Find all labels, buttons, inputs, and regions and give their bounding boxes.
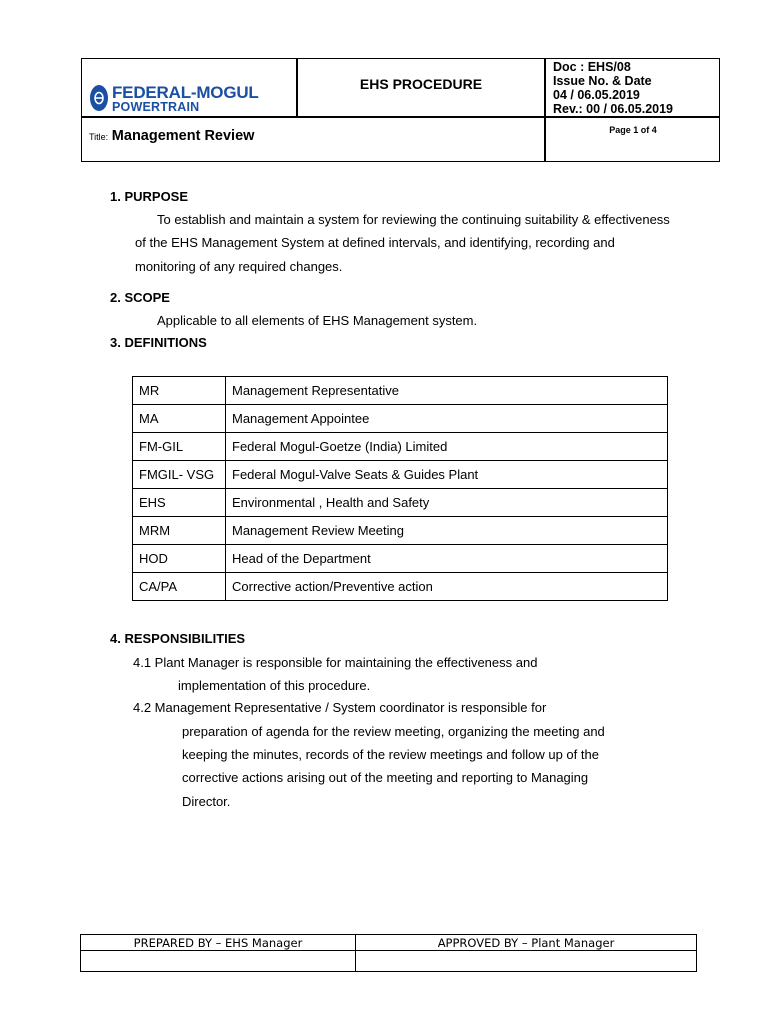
responsibility-line: 4.1 Plant Manager is responsible for maintaining the effectiveness and	[133, 655, 538, 670]
responsibility-line: corrective actions arising out of the meeting and reporting to Managing	[182, 770, 589, 785]
document-info	[553, 60, 673, 116]
responsibility-line: implementation of this procedure.	[178, 678, 371, 693]
purpose-line: To establish and maintain a system for reviewing the continuing suitability & effectiveness	[157, 212, 670, 227]
definition-abbr: MA	[133, 405, 226, 433]
responsibility-line: keeping the minutes, records of the review meetings and follow up of the	[182, 747, 599, 762]
prepared-by: PREPARED BY – EHS Manager	[81, 935, 356, 951]
doc-number: Doc : EHS/08	[553, 60, 631, 74]
logo-emblem-icon	[90, 85, 108, 111]
issue-label: Issue No. & Date	[553, 74, 652, 88]
definitions-heading: 3. DEFINITIONS	[110, 335, 207, 350]
table-row	[133, 405, 668, 433]
prepared-signature-cell	[81, 951, 356, 972]
definition-abbr: MRM	[133, 517, 226, 545]
page-number: Page 1 of 4	[609, 125, 657, 135]
logo-subtitle: POWERTRAIN	[112, 100, 200, 114]
responsibility-line: Director.	[182, 794, 231, 809]
revision: Rev.: 00 / 06.05.2019	[553, 102, 673, 116]
definition-full: Management Review Meeting	[226, 517, 668, 545]
definition-full: Head of the Department	[226, 545, 668, 573]
logo-name: FEDERAL-MOGUL	[112, 83, 259, 102]
definition-full: Federal Mogul-Valve Seats & Guides Plant	[226, 461, 668, 489]
purpose-heading: 1. PURPOSE	[110, 189, 189, 204]
approved-by: APPROVED BY – Plant Manager	[356, 935, 697, 951]
table-row	[133, 377, 668, 405]
table-row	[133, 573, 668, 601]
title-label: Title:	[89, 132, 109, 142]
table-row	[81, 935, 697, 951]
definition-full: Management Appointee	[226, 405, 668, 433]
issue-value: 04 / 06.05.2019	[553, 88, 640, 102]
purpose-line: of the EHS Management System at defined intervals, and identifying, recording and	[135, 235, 615, 250]
table-row	[81, 951, 697, 972]
definition-full: Corrective action/Preventive action	[226, 573, 668, 601]
table-row	[133, 545, 668, 573]
procedure-title: EHS PROCEDURE	[359, 76, 483, 92]
approved-signature-cell	[356, 951, 697, 972]
definition-full: Federal Mogul-Goetze (India) Limited	[226, 433, 668, 461]
definition-abbr: FM-GIL	[133, 433, 226, 461]
scope-heading: 2. SCOPE	[110, 290, 170, 305]
table-row	[133, 489, 668, 517]
header-divider	[82, 116, 719, 118]
definition-full: Environmental , Health and Safety	[226, 489, 668, 517]
definitions-table	[132, 376, 668, 601]
table-row	[133, 517, 668, 545]
definition-abbr: CA/PA	[133, 573, 226, 601]
approval-table	[80, 934, 697, 972]
scope-text: Applicable to all elements of EHS Management system.	[157, 313, 478, 328]
definition-abbr: HOD	[133, 545, 226, 573]
header-divider	[544, 59, 546, 161]
title-cell	[89, 128, 254, 144]
table-row	[133, 433, 668, 461]
document-title: Management Review	[111, 128, 255, 144]
definition-full: Management Representative	[226, 377, 668, 405]
document-header	[81, 58, 720, 162]
responsibility-line: preparation of agenda for the review meeting, organizing the meeting and	[182, 724, 605, 739]
responsibilities-heading: 4. RESPONSIBILITIES	[110, 631, 246, 646]
definition-abbr: EHS	[133, 489, 226, 517]
definition-abbr: MR	[133, 377, 226, 405]
purpose-line: monitoring of any required changes.	[135, 259, 343, 274]
definition-abbr: FMGIL- VSG	[133, 461, 226, 489]
table-row	[133, 461, 668, 489]
responsibility-line: 4.2 Management Representative / System coordinator is responsible for	[133, 700, 547, 715]
